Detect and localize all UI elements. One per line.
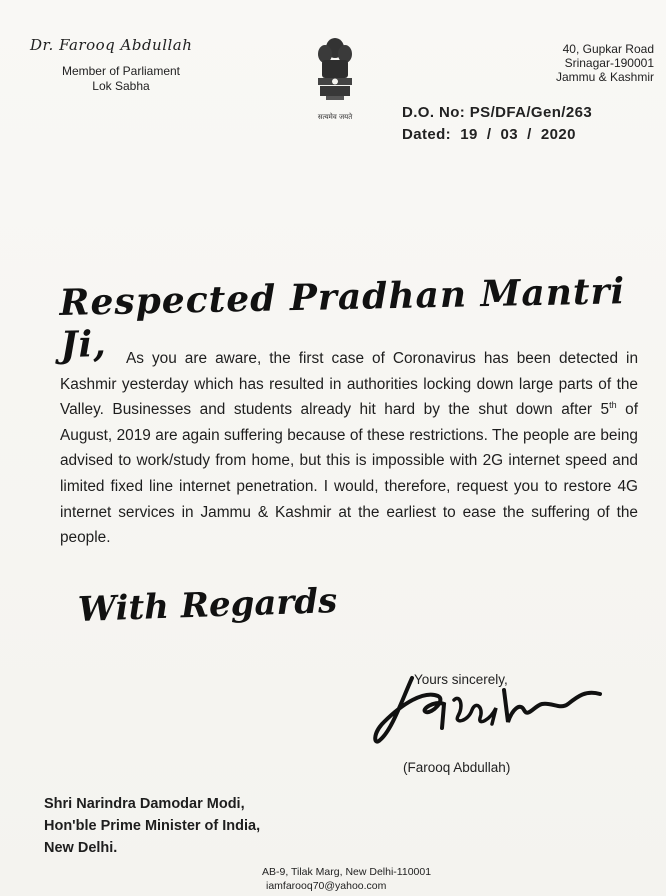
recipient-name: Shri Narindra Damodar Modi, <box>44 796 245 812</box>
address-line: 40, Gupkar Road <box>562 42 654 56</box>
sender-name: Dr. Farooq Abdullah <box>30 36 193 54</box>
footer-email: iamfarooq70@yahoo.com <box>266 880 387 892</box>
state-emblem <box>314 34 356 121</box>
signatory-name: (Farooq Abdullah) <box>403 760 511 775</box>
body-text: As you are aware, the first case of Coronavirus has been detected in Kashmir yesterday which has resulted in authorities locking down large parts of the Valley. Businesses and students already hit hard by the shut down after 5 <box>60 350 638 419</box>
signature <box>372 660 612 750</box>
letter-body <box>60 346 638 551</box>
body-superscript: th <box>609 400 617 411</box>
emblem-caption: सत्यमेव जयते <box>317 113 353 121</box>
sender-title: Member of Parliament <box>61 64 181 78</box>
address-line: Srinagar-190001 <box>564 56 654 70</box>
do-number: D.O. No: PS/DFA/Gen/263 <box>402 104 593 121</box>
lion-capital-icon <box>314 34 356 106</box>
sender-house: Lok Sabha <box>92 79 150 93</box>
letter-date: Dated: 19 / 03 / 2020 <box>402 126 576 143</box>
address-line: Jammu & Kashmir <box>555 70 654 84</box>
footer-address: AB-9, Tilak Marg, New Delhi-110001 <box>262 866 432 878</box>
closing: Yours sincerely, <box>414 672 508 687</box>
recipient-title: Hon'ble Prime Minister of India, <box>44 818 261 834</box>
body-text: of August, 2019 are again suffering because of these restrictions. The people are being advised to work/study from home, but this is impossible with 2G internet speed and limited fixed line internet penetration. I would, therefore, request you to restore 4G internet services in Jammu & Kashmir at the earliest to ease the suffering of the people. <box>60 401 638 547</box>
salutation: Respected Pradhan Mantri Ji, <box>59 270 626 366</box>
recipient-city: New Delhi. <box>44 840 118 856</box>
with-regards: With Regards <box>77 580 338 630</box>
